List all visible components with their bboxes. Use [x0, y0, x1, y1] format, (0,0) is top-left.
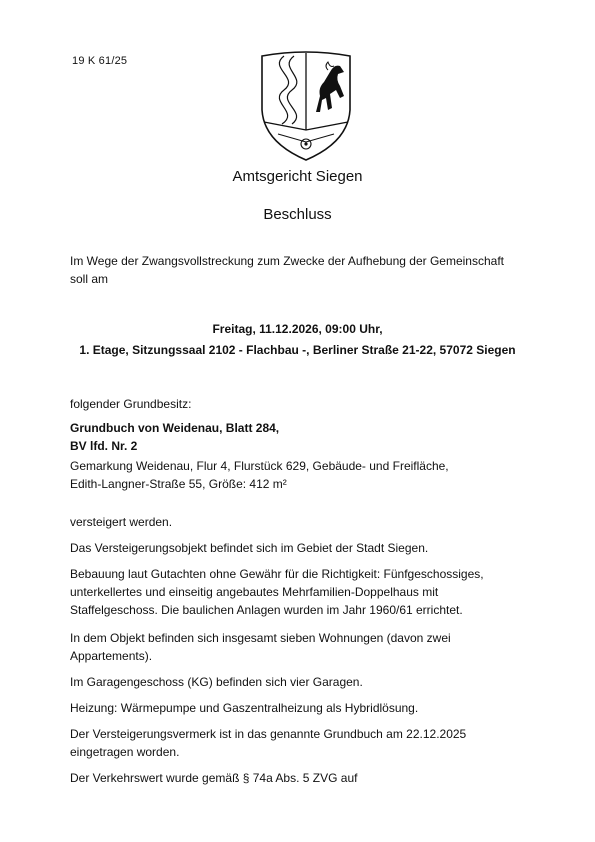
document-title: Beschluss: [263, 206, 332, 223]
property-address: Edith-Langner-Straße 55, Größe: 412 m²: [70, 477, 287, 491]
building-line-3: Staffelgeschoss. Die baulichen Anlagen wurden im Jahr 1960/61 errichtet.: [70, 603, 463, 617]
building-line-2: unterkellertes und einseitig angebautes Mehrfamilien-Doppelhaus mit: [70, 585, 439, 599]
intro-line-1: Im Wege der Zwangsvollstreckung zum Zwecke der Aufhebung der Gemeinschaft: [70, 254, 504, 268]
building-line-1: Bebauung laut Gutachten ohne Gewähr für die Richtigkeit: Fünfgeschossiges,: [70, 567, 484, 581]
registration-note-line-1: Der Versteigerungsvermerk ist in das genannte Grundbuch am 22.12.2025: [70, 727, 467, 741]
case-number: 19 K 61/25: [72, 55, 128, 67]
heating-info: Heizung: Wärmepumpe und Gaszentralheizung als Hybridlösung.: [70, 701, 419, 715]
parcel-description: Gemarkung Weidenau, Flur 4, Flurstück 629, Gebäude- und Freifläche,: [70, 459, 449, 473]
auction-statement: versteigert werden.: [70, 515, 173, 529]
nrw-coat-of-arms-icon: [258, 50, 354, 162]
market-value-line: Der Verkehrswert wurde gemäß § 74a Abs. 5 ZVG auf: [70, 771, 358, 785]
land-register: Grundbuch von Weidenau, Blatt 284,: [70, 421, 280, 435]
units-line-2: Appartements).: [70, 649, 153, 663]
register-entry: BV lfd. Nr. 2: [70, 439, 138, 453]
appointment-date-time: Freitag, 11.12.2026, 09:00 Uhr,: [212, 322, 383, 336]
property-label: folgender Grundbesitz:: [70, 397, 192, 411]
intro-line-2: soll am: [70, 272, 109, 286]
appointment-location: 1. Etage, Sitzungssaal 2102 - Flachbau -, Berliner Straße 21-22, 57072 Siegen: [79, 343, 516, 357]
units-line-1: In dem Objekt befinden sich insgesamt sieben Wohnungen (davon zwei: [70, 631, 451, 645]
registration-note-line-2: eingetragen worden.: [70, 745, 180, 759]
court-name: Amtsgericht Siegen: [232, 168, 363, 185]
garages-info: Im Garagengeschoss (KG) befinden sich vier Garagen.: [70, 675, 363, 689]
location-area: Das Versteigerungsobjekt befindet sich im Gebiet der Stadt Siegen.: [70, 541, 429, 555]
